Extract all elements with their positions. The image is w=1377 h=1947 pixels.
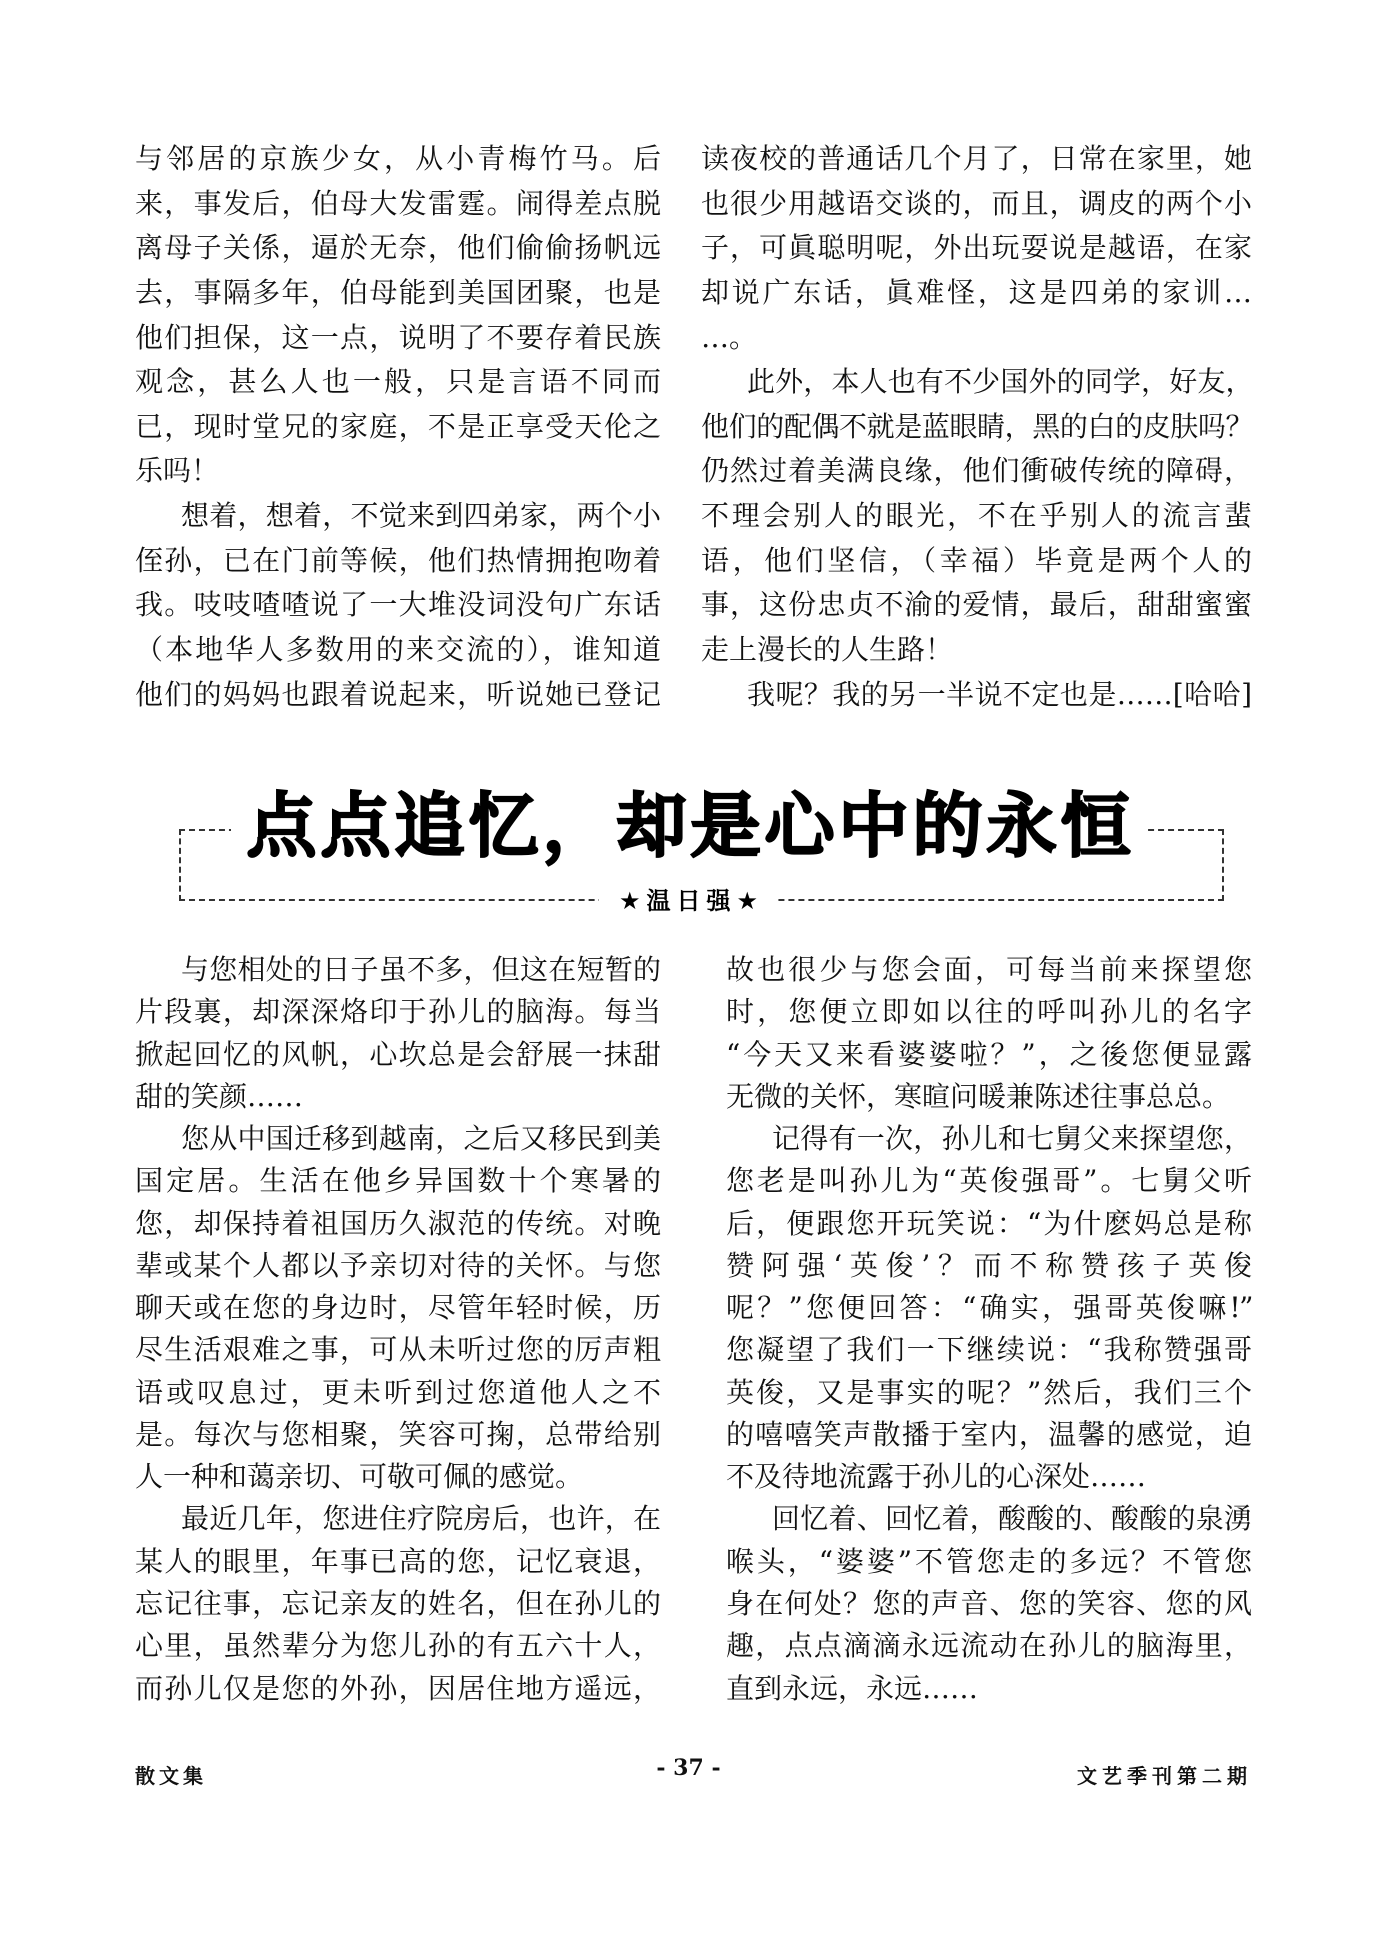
article-left-column [135,949,661,1710]
text-line: 无微的关怀，寒暄问暖兼陈述往事总总。 [726,1079,1231,1113]
text-line: 语或叹息过，更未听到过您道他人之不 [135,1375,661,1409]
text-line: 某人的眼里，年事已高的您，记忆衰退， [135,1544,661,1578]
text-line: 语，他们坚信，（幸福）毕竟是两个人的 [701,543,1252,577]
text-line: 后，便跟您开玩笑说：“为什麽妈总是称 [726,1206,1252,1240]
text-line: 而孙儿仅是您的外孙，因居住地方遥远， [135,1671,661,1705]
text-line: 来，事发后，伯母大发雷霆。闹得差点脱 [135,186,661,220]
page-number: - 37 - [656,1755,721,1781]
text-line: 事，这份忠贞不渝的爱情，最后，甜甜蜜蜜 [701,588,1252,622]
text-line: 观念，甚么人也一般，只是言语不同而 [135,365,661,399]
text-line: 仍然过着美满良缘，他们衝破传统的障碍， [701,454,1252,488]
text-line: 甜的笑颜…… [135,1079,304,1113]
text-line: 却说广东话，眞难怪，这是四弟的家训… [701,275,1252,309]
text-line: 走上漫长的人生路！ [701,633,954,667]
text-line: 他们的妈妈也跟着说起来，听说她已登记 [135,677,661,711]
text-line: 记得有一次，孙儿和七舅父来探望您， [772,1122,1252,1156]
text-line: 国定居。生活在他乡异国数十个寒暑的 [135,1164,661,1198]
top-left-column [135,137,661,717]
text-line: 他们担保，这一点，说明了不要存着民族 [135,320,661,354]
text-line: 身在何处？您的声音、您的笑容、您的风 [726,1586,1252,1620]
text-line: 辈或某个人都以予亲切对待的关怀。与您 [135,1248,661,1282]
text-line: 趣，点点滴滴永远流动在孙儿的脑海里， [726,1629,1252,1663]
text-line: 已，现时堂兄的家庭，不是正享受天伦之 [135,409,661,443]
text-line: 我呢？我的另一半说不定也是……[哈哈] [747,677,1252,711]
text-line: 片段裏，却深深烙印于孙儿的脑海。每当 [135,995,661,1029]
text-line: 最近几年，您进住疗院房后，也许，在 [181,1502,661,1536]
top-right-column [701,137,1252,717]
text-line: 忘记往事，忘记亲友的姓名，但在孙儿的 [135,1586,661,1620]
article-title: 点点追忆，却是心中的永恒 [231,786,1147,866]
text-line: 他们的配偶不就是蓝眼睛，黑的白的皮肤吗？ [701,409,1252,443]
text-line: 赞阿强‘英俊’？而不称赞孩子英俊 [726,1248,1252,1282]
text-line: 去，事隔多年，伯母能到美国团聚，也是 [135,275,661,309]
text-line: 人一种和蔼亲切、可敬可佩的感觉。 [135,1460,584,1494]
text-line: …。 [701,320,758,354]
text-line: “今天又来看婆婆啦？”，之後您便显露 [726,1037,1252,1071]
text-line: 您从中国迁移到越南，之后又移民到美 [181,1122,661,1156]
text-line: 乐吗！ [135,454,220,488]
text-line: 聊天或在您的身边时，尽管年轻时候，历 [135,1291,661,1325]
text-line: 英俊，又是事实的呢？”然后，我们三个 [726,1375,1252,1409]
text-line: 您老是叫孙儿为“英俊强哥”。七舅父听 [726,1164,1252,1198]
author-wrapper [0,883,1377,919]
article-author: ★温日强★ [599,883,778,919]
text-line: 此外，本人也有不少国外的同学，好友， [747,365,1252,399]
footer-issue-name: 文艺季刊第二期 [1077,1764,1252,1788]
text-line: 与您相处的日子虽不多，但这在短暂的 [181,953,661,986]
text-line: 直到永远，永远…… [726,1671,979,1705]
text-line: 喉头，“婆婆”不管您走的多远？不管您 [726,1544,1252,1578]
article-right-column [726,949,1252,1710]
text-line: 不理会别人的眼光，不在乎别人的流言蜚 [701,499,1252,533]
article-title-wrapper [0,786,1377,866]
text-line: 时，您便立即如以往的呼叫孙儿的名字 [726,995,1252,1029]
text-line: 是。每次与您相聚，笑容可掬，总带给别 [135,1417,661,1451]
footer-section-name: 散文集 [135,1764,207,1788]
text-line: 离母子关係，逼於无奈，他们偷偷扬帆远 [135,231,661,265]
text-line: 想着，想着，不觉来到四弟家，两个小 [181,499,661,533]
text-line: 也很少用越语交谈的，而且，调皮的两个小 [701,186,1252,220]
text-line: 我。吱吱喳喳说了一大堆没词没句广东话 [135,588,661,622]
text-line: 呢？”您便回答：“确实，强哥英俊嘛!” [726,1291,1252,1325]
text-line: 尽生活艰难之事，可从未听过您的厉声粗 [135,1333,661,1367]
text-line: 子，可眞聪明呢，外出玩耍说是越语，在家 [701,231,1252,265]
text-line: 您，却保持着祖国历久淑范的传统。对晚 [135,1206,661,1240]
text-line: 回忆着、回忆着，酸酸的、酸酸的泉湧 [772,1502,1252,1536]
text-line: （本地华人多数用的来交流的），谁知道 [135,633,661,667]
text-line: 读夜校的普通话几个月了，日常在家里，她 [701,142,1252,175]
text-line: 与邻居的京族少女，从小青梅竹马。后 [135,142,661,175]
text-line: 您凝望了我们一下继续说：“我称赞强哥 [726,1333,1252,1367]
text-line: 侄孙，已在门前等候，他们热情拥抱吻着 [135,543,661,577]
text-line: 故也很少与您会面，可每当前来探望您 [726,953,1252,986]
text-line: 心里，虽然辈分为您儿孙的有五六十人， [135,1629,661,1663]
text-line: 不及待地流露于孙儿的心深处…… [726,1460,1147,1494]
text-line: 掀起回忆的风帆，心坎总是会舒展一抹甜 [135,1037,661,1071]
text-line: 的嘻嘻笑声散播于室内，温馨的感觉，迫 [726,1417,1252,1451]
